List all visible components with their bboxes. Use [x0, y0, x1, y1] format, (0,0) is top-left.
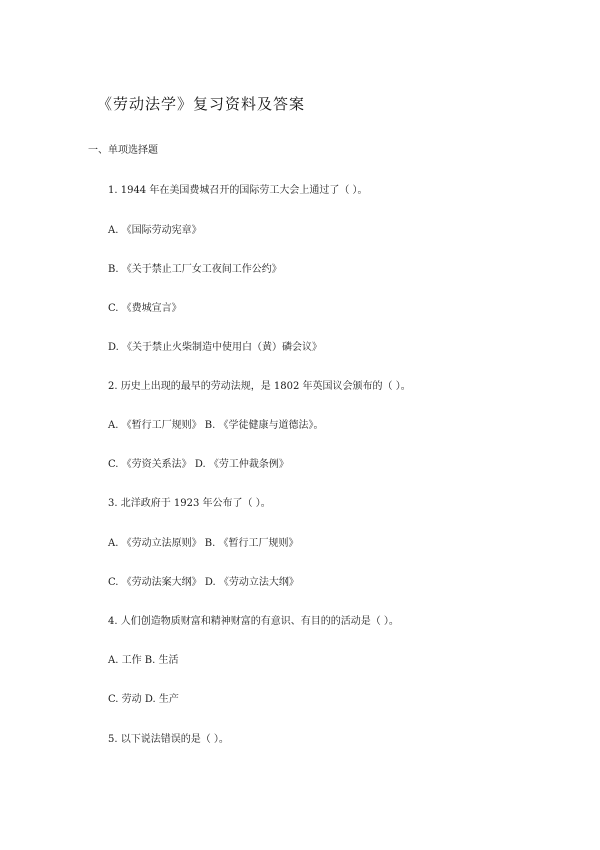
option-3ab: A. 《劳动立法原则》 B. 《暂行工厂规则》	[108, 538, 299, 549]
question-3: 3. 北洋政府于 1923 年公布了（ ）。	[108, 498, 271, 509]
question-2: 2. 历史上出现的最早的劳动法规，是 1802 年英国议会颁布的（ ）。	[108, 381, 411, 392]
option-3cd: C. 《劳动法案大纲》 D. 《劳动立法大纲》	[108, 577, 299, 588]
option-2cd: C. 《劳资关系法》 D. 《劳工仲裁条例》	[108, 459, 289, 470]
option-4ab: A. 工作 B. 生活	[108, 655, 179, 666]
option-4cd: C. 劳动 D. 生产	[108, 694, 179, 705]
question-5: 5. 以下说法错误的是（ ）。	[108, 734, 229, 745]
document-title: 《劳动法学》复习资料及答案	[97, 95, 306, 113]
option-2ab: A. 《暂行工厂规则》 B. 《学徒健康与道德法》。	[108, 420, 324, 431]
option-1b: B. 《关于禁止工厂女工夜间工作公约》	[108, 264, 282, 275]
option-1d: D. 《关于禁止火柴制造中使用白（黄）磷会议》	[108, 342, 323, 353]
question-4: 4. 人们创造物质财富和精神财富的有意识、有目的的活动是（ ）。	[108, 616, 399, 627]
option-1a: A. 《国际劳动宪章》	[108, 225, 202, 236]
question-1: 1. 1944 年在美国费城召开的国际劳工大会上通过了（ ）。	[108, 185, 368, 196]
option-1c: C. 《费城宣言》	[108, 303, 182, 314]
section-heading: 一、单项选择题	[88, 145, 158, 156]
